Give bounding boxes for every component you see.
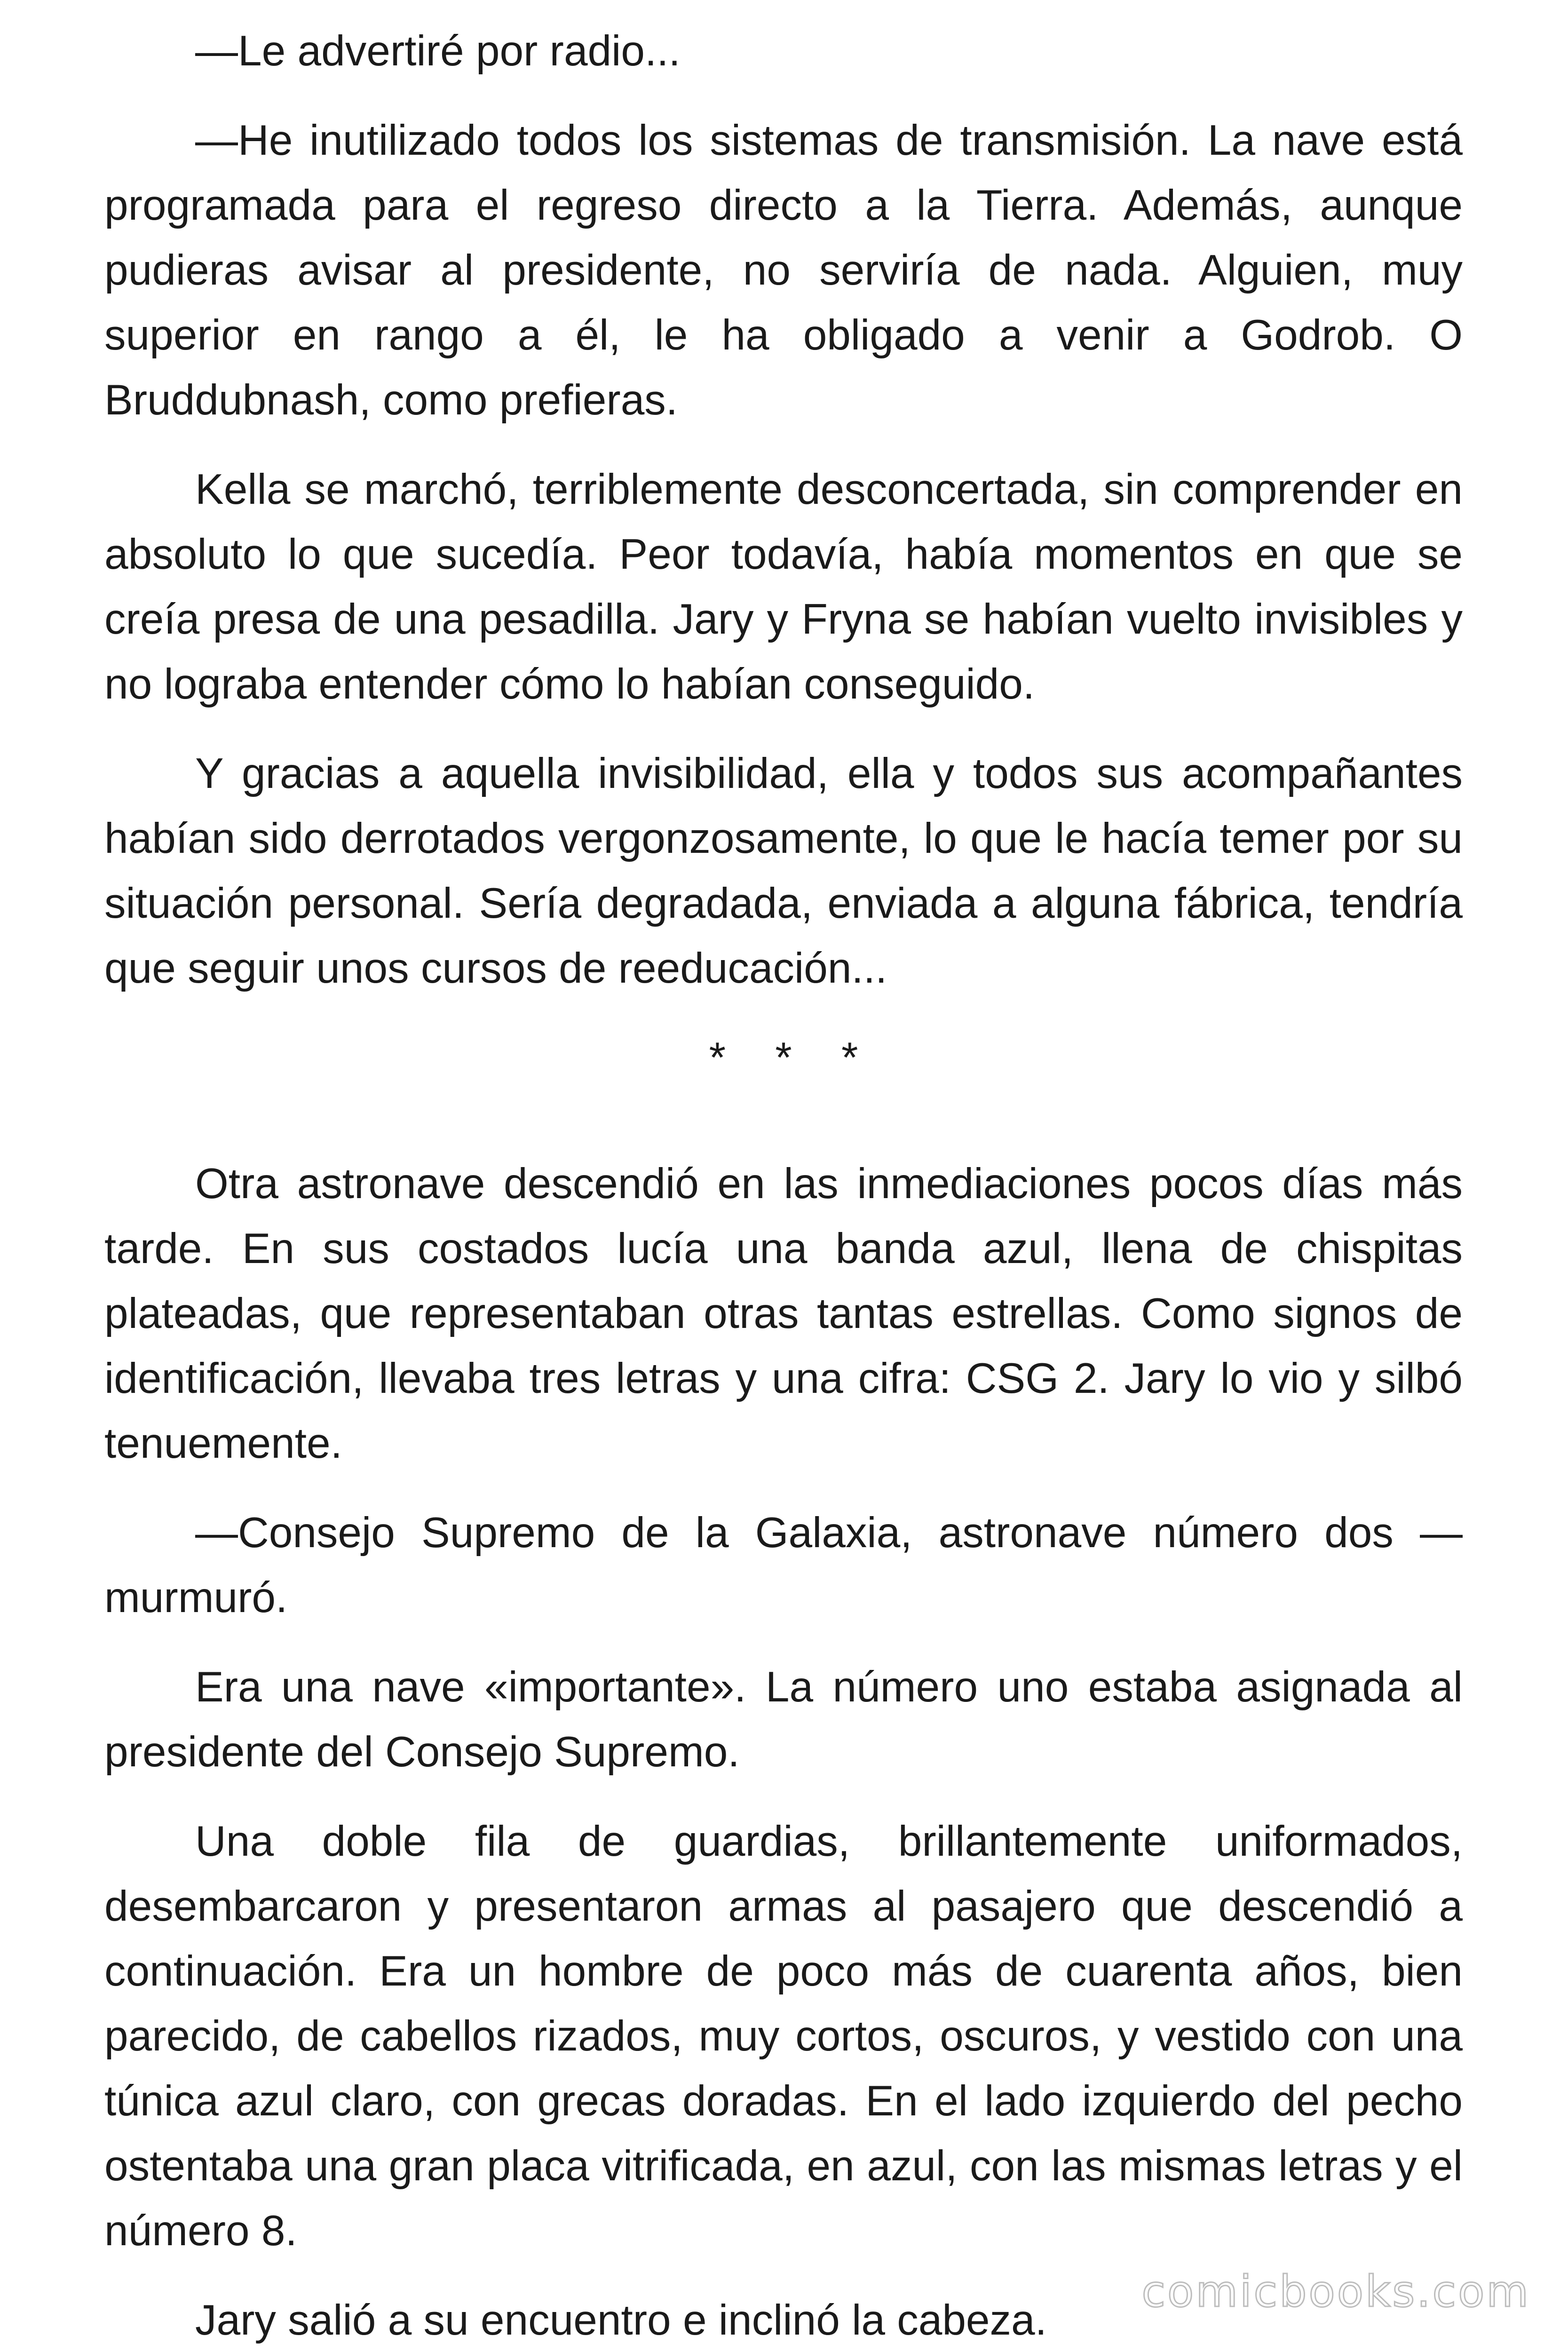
paragraph: Otra astronave descendió en las inmediaciones pocos días más tarde. En sus costados lucía una banda azul, llena de chispitas plateadas, que representaban otras tantas estrellas. Como signos de identificación, llevaba tres letras y una cifra: CSG 2. Jary lo vio y silbó tenuemente.	[104, 1160, 1463, 1467]
paragraph: —He inutilizado todos los sistemas de transmisión. La nave está programada para el regreso directo a la Tierra. Además, aunque pudieras avisar al presidente, no serviría de nada. Alguien, muy superior en rango a él, le ha obligado a venir a Godrob. O Bruddubnash, como prefieras.	[104, 117, 1463, 424]
watermark-logo: comicbooks.com	[1141, 2266, 1530, 2317]
paragraph: —Le advertiré por radio...	[195, 27, 681, 75]
paragraph: Era una nave «importante». La número uno estaba asignada al presidente del Consejo Supremo.	[104, 1663, 1463, 1776]
document-page	[104, 19, 1463, 2352]
paragraph: —Consejo Supremo de la Galaxia, astronave número dos — murmuró.	[104, 1509, 1463, 1621]
paragraph: Jary salió a su encuentro e inclinó la cabeza.	[195, 2296, 1047, 2344]
paragraph: Y gracias a aquella invisibilidad, ella y todos sus acompañantes habían sido derrotados vergonzosamente, lo que le hacía temer por su situación personal. Sería degradada, enviada a alguna fábrica, tendría que seguir unos cursos de reeducación...	[104, 750, 1463, 992]
paragraph: Kella se marchó, terriblemente desconcertada, sin comprender en absoluto lo que sucedía. Peor todavía, había momentos en que se creía presa de una pesadilla. Jary y Fryna se habían vuelto invisibles y no lograba entender cómo lo habían conseguido.	[104, 466, 1463, 708]
paragraph: Una doble fila de guardias, brillantemente uniformados, desembarcaron y presentaron armas al pasajero que descendió a continuación. Era un hombre de poco más de cuarenta años, bien parecido, de cabellos rizados, muy cortos, oscuros, y vestido con una túnica azul claro, con grecas doradas. En el lado izquierdo del pecho ostentaba una gran placa vitrificada, en azul, con las mismas letras y el número 8.	[104, 1818, 1463, 2255]
section-separator: * * *	[709, 1034, 877, 1081]
